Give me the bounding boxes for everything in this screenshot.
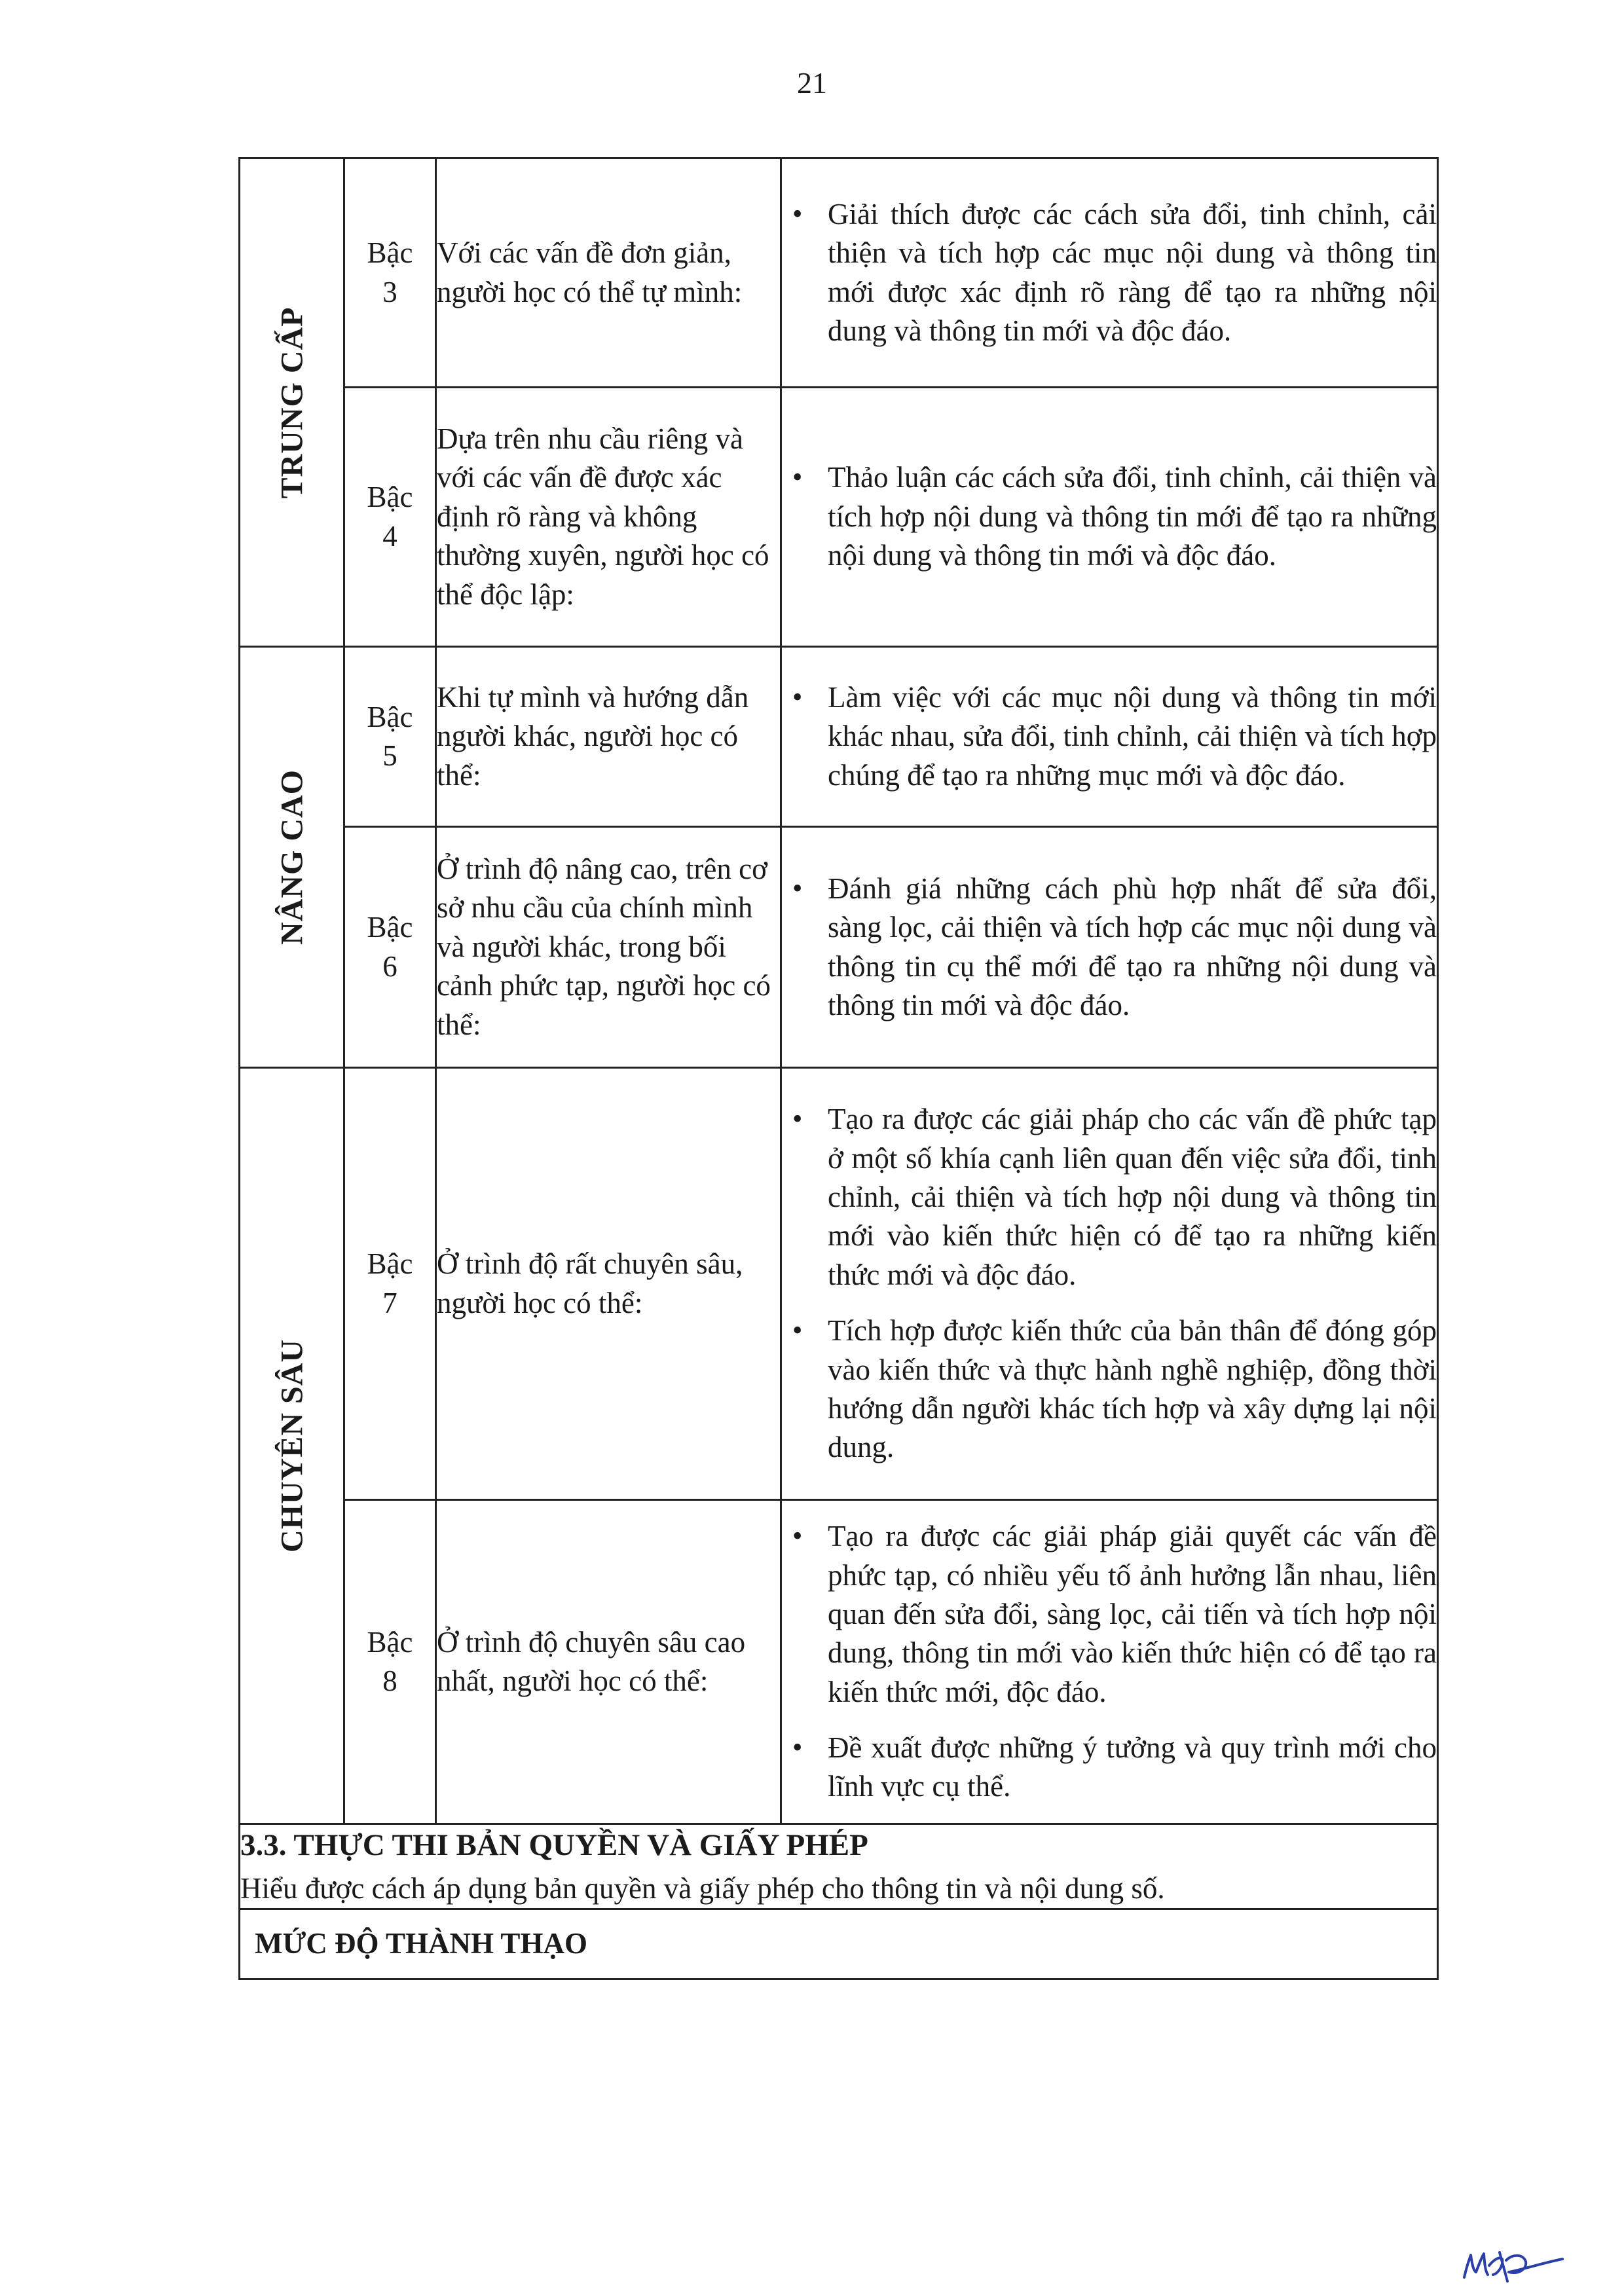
grade-label: Bậc 7 (367, 1247, 413, 1319)
section-cell (240, 1824, 1438, 1909)
condition-cell: Ở trình độ chuyên sâu cao nhất, người học có thể: (436, 1500, 781, 1824)
table-row (240, 827, 1438, 1068)
outcome-cell (781, 1500, 1438, 1824)
proficiency-row (240, 1909, 1438, 1979)
grade-label: Bậc 5 (367, 700, 413, 772)
table-row (240, 647, 1438, 827)
outcome-item: • Thảo luận các cách sửa đổi, tinh chỉnh, cải thiện và tích hợp nội dung và thông tin mới để tạo ra những nội dung và thông tin mới và độc đáo. (782, 458, 1437, 575)
level-label: TRUNG CẤP (274, 306, 309, 498)
condition-cell: Ở trình độ rất chuyên sâu, người học có thể: (436, 1068, 781, 1500)
level-cell-nang-cao (240, 647, 344, 1068)
outcome-item: • Đánh giá những cách phù hợp nhất để sửa đổi, sàng lọc, cải thiện và tích hợp các mục nội dung và thông tin cụ thể mới để tạo ra những nội dung và thông tin mới và độc đáo. (782, 870, 1437, 1025)
table-row (240, 388, 1438, 647)
outcome-item: • Giải thích được các cách sửa đổi, tinh chỉnh, cải thiện và tích hợp các mục nội dung và thông tin mới được xác định rõ ràng để tạo ra những nội dung và thông tin mới và độc đáo. (782, 195, 1437, 351)
outcome-cell (781, 158, 1438, 388)
grade-label: Bậc 6 (367, 911, 413, 983)
grade-cell (344, 388, 436, 647)
condition-cell: Dựa trên nhu cầu riêng và với các vấn đề được xác định rõ ràng và không thường xuyên, người học có thể độc lập: (436, 388, 781, 647)
table-row (240, 1500, 1438, 1824)
outcome-item: • Tạo ra được các giải pháp giải quyết các vấn đề phức tạp, có nhiều yếu tố ảnh hưởng lẫn nhau, liên quan đến sửa đổi, sàng lọc, cải tiến và tích hợp nội dung, thông tin mới vào kiến thức hiện có để tạo ra kiến thức mới, độc đáo. (782, 1517, 1437, 1712)
outcome-item: • Đề xuất được những ý tưởng và quy trình mới cho lĩnh vực cụ thể. (782, 1729, 1437, 1807)
competency-table (238, 157, 1439, 1980)
grade-label: Bậc 3 (367, 236, 413, 308)
condition-cell: Khi tự mình và hướng dẫn người khác, người học có thể: (436, 647, 781, 827)
proficiency-label: MỨC ĐỘ THÀNH THẠO (240, 1909, 1438, 1979)
level-cell-chuyen-sau (240, 1068, 344, 1824)
section-title: 3.3. THỰC THI BẢN QUYỀN VÀ GIẤY PHÉP (240, 1828, 868, 1862)
grade-cell (344, 1500, 436, 1824)
grade-label: Bậc 4 (367, 481, 413, 553)
outcome-item: • Làm việc với các mục nội dung và thông tin mới khác nhau, sửa đổi, tinh chỉnh, cải thiện và tích hợp chúng để tạo ra những mục mới và độc đáo. (782, 678, 1437, 795)
section-row (240, 1824, 1438, 1909)
section-description: Hiểu được cách áp dụng bản quyền và giấy phép cho thông tin và nội dung số. (240, 1872, 1165, 1905)
table-row (240, 1068, 1438, 1500)
table-row (240, 158, 1438, 388)
grade-cell (344, 647, 436, 827)
page-number: 21 (797, 66, 827, 100)
level-label: CHUYÊN SÂU (274, 1338, 309, 1553)
outcome-cell (781, 647, 1438, 827)
grade-cell (344, 1068, 436, 1500)
grade-cell (344, 827, 436, 1068)
outcome-item: • Tạo ra được các giải pháp cho các vấn đề phức tạp ở một số khía cạnh liên quan đến việc sửa đổi, tinh chỉnh, cải thiện và tích hợp nội dung và thông tin mới vào kiến thức hiện có để tạo ra những kiến thức mới và độc đáo. (782, 1100, 1437, 1294)
outcome-item: • Tích hợp được kiến thức của bản thân để đóng góp vào kiến thức và thực hành nghề nghiệp, đồng thời hướng dẫn người khác tích hợp và xây dựng lại nội dung. (782, 1312, 1437, 1467)
level-label: NÂNG CAO (274, 769, 309, 945)
grade-cell (344, 158, 436, 388)
outcome-cell (781, 388, 1438, 647)
outcome-cell (781, 827, 1438, 1068)
outcome-cell (781, 1068, 1438, 1500)
signature-mark (1460, 2239, 1565, 2285)
condition-cell: Với các vấn đề đơn giản, người học có thể tự mình: (436, 158, 781, 388)
grade-label: Bậc 8 (367, 1625, 413, 1697)
condition-cell: Ở trình độ nâng cao, trên cơ sở nhu cầu của chính mình và người khác, trong bối cảnh phức tạp, người học có thể: (436, 827, 781, 1068)
level-cell-trung-cap (240, 158, 344, 647)
